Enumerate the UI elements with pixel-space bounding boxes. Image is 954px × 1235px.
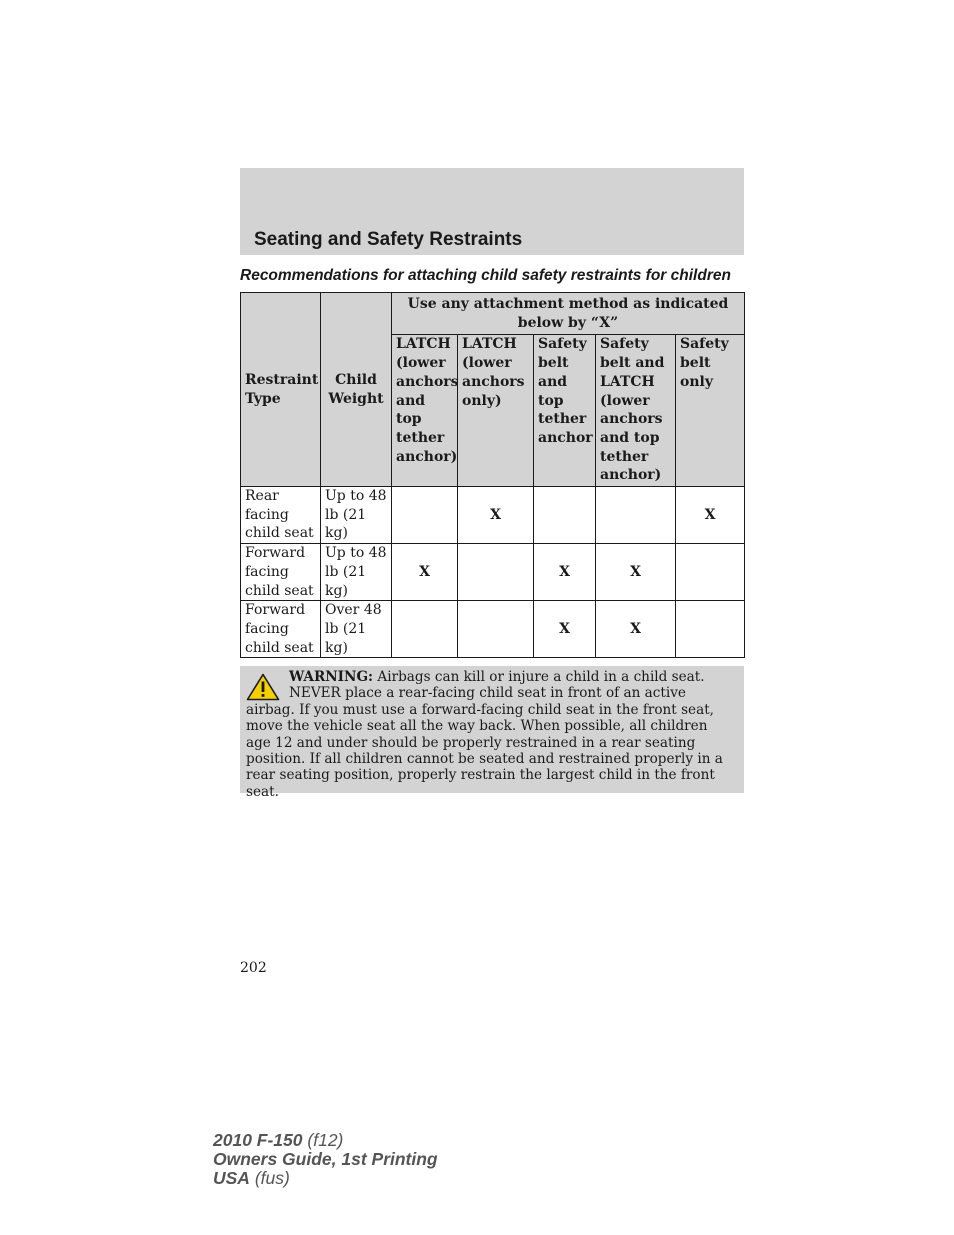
cell-mark <box>458 544 534 601</box>
cell-restraint-type: Rear facing child seat <box>241 487 321 544</box>
cell-restraint-type: Forward facing child seat <box>241 601 321 658</box>
footer-model: 2010 F-150 <box>213 1130 303 1150</box>
table-row <box>241 487 745 544</box>
footer-print-info <box>213 1131 438 1188</box>
header-method-belt-only: Safety belt only <box>676 335 745 487</box>
cell-mark: X <box>596 544 676 601</box>
cell-mark: X <box>534 601 596 658</box>
header-method-latch-lower: LATCH (lower anchors only) <box>458 335 534 487</box>
header-restraint-type: Restraint Type <box>241 293 321 487</box>
header-child-weight: Child Weight <box>321 293 392 487</box>
header-method-belt-tether: Safety belt and top tether anchor <box>534 335 596 487</box>
warning-triangle-icon <box>246 673 280 701</box>
warning-label: WARNING: <box>289 669 374 685</box>
cell-mark <box>534 487 596 544</box>
cell-child-weight: Up to 48 lb (21 kg) <box>321 544 392 601</box>
table-row <box>241 544 745 601</box>
cell-mark: X <box>392 544 458 601</box>
table-subtitle: Recommendations for attaching child safety restraints for children <box>240 267 731 284</box>
child-restraint-table <box>240 292 745 658</box>
section-title: Seating and Safety Restraints <box>254 229 523 250</box>
table-row <box>241 601 745 658</box>
header-method-latch-full: LATCH (lower anchors and top tether anchor) <box>392 335 458 487</box>
footer-market: USA <box>213 1168 250 1188</box>
cell-mark <box>392 601 458 658</box>
warning-text: Airbags can kill or injure a child in a child seat. NEVER place a rear-facing child seat in front of an active airbag. If you must use a forward-facing child seat in the front seat, move the vehicle seat all the way back. When possible, all children age 12 and under should be properly restrained in a rear seating position. If all children cannot be seated and restrained properly in a rear seating position, properly restrain the largest child in the front seat. <box>246 669 723 800</box>
cell-mark <box>676 601 745 658</box>
header-attachment-method: Use any attachment method as indicated below by “X” <box>392 293 745 335</box>
cell-mark <box>392 487 458 544</box>
footer-guide: Owners Guide, 1st Printing <box>213 1149 438 1169</box>
cell-child-weight: Over 48 lb (21 kg) <box>321 601 392 658</box>
cell-mark: X <box>676 487 745 544</box>
cell-mark: X <box>458 487 534 544</box>
footer-model-code: (f12) <box>307 1130 344 1150</box>
footer-market-code: (fus) <box>254 1168 290 1188</box>
cell-restraint-type: Forward facing child seat <box>241 544 321 601</box>
cell-mark: X <box>596 601 676 658</box>
cell-mark <box>458 601 534 658</box>
cell-mark: X <box>534 544 596 601</box>
cell-mark <box>676 544 745 601</box>
warning-box <box>240 666 744 800</box>
cell-child-weight: Up to 48 lb (21 kg) <box>321 487 392 544</box>
header-method-belt-latch: Safety belt and LATCH (lower anchors and top tether anchor) <box>596 335 676 487</box>
cell-mark <box>596 487 676 544</box>
page-number: 202 <box>240 960 267 976</box>
section-header-band <box>240 168 744 255</box>
